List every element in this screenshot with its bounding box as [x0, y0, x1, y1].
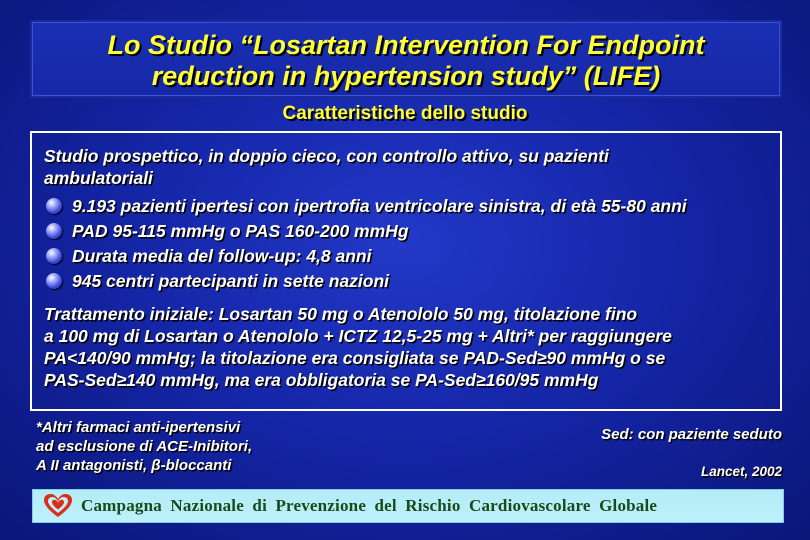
- treatment-line: a 100 mg di Losartan o Atenololo + ICTZ 12,5-25 mg + Altri* per raggiungere: [44, 326, 672, 346]
- bullet-sphere-icon: [46, 248, 62, 264]
- bullet-item: [44, 243, 770, 268]
- bullet-text: 9.193 pazienti ipertesi con ipertrofia ventricolare sinistra, di età 55-80 anni: [72, 195, 687, 216]
- study-intro-line-2: ambulatoriali: [44, 168, 153, 188]
- bullet-sphere-icon: [46, 198, 62, 214]
- footnote-line-2: ad esclusione di ACE-Inibitori,: [36, 438, 253, 455]
- treatment-line: Trattamento iniziale: Losartan 50 mg o Atenololo 50 mg, titolazione fino: [44, 304, 638, 324]
- bullet-text: Durata media del follow-up: 4,8 anni: [72, 245, 372, 266]
- campaign-text: Campagna Nazionale di Prevenzione del Rischio Cardiovascolare Globale: [81, 496, 658, 515]
- bullet-text: 945 centri partecipanti in sette nazioni: [72, 270, 390, 291]
- bullet-item: [44, 193, 770, 218]
- title-box: [30, 20, 782, 98]
- study-characteristics-box: [30, 131, 782, 411]
- treatment-paragraph: [44, 303, 770, 391]
- footnote-other-drugs: [36, 418, 396, 475]
- bullet-item: [44, 268, 770, 293]
- sed-note: Sed: con paziente seduto: [601, 426, 782, 443]
- treatment-line: PAS-Sed≥140 mmHg, ma era obbligatoria se PA-Sed≥160/95 mmHg: [44, 370, 599, 390]
- bullet-text: PAD 95-115 mmHg o PAS 160-200 mmHg: [72, 220, 409, 241]
- page-title-line-1: Lo Studio “Losartan Intervention For Endpoint: [107, 30, 705, 60]
- bullet-sphere-icon: [46, 223, 62, 239]
- section-subtitle: Caratteristiche dello studio: [282, 103, 528, 124]
- treatment-line: PA<140/90 mmHg; la titolazione era consigliata se PAD-Sed≥90 mmHg o se: [44, 348, 666, 368]
- study-intro: [44, 145, 770, 189]
- citation: Lancet, 2002: [700, 464, 782, 479]
- heart-logo-icon: [43, 493, 73, 519]
- bullet-item: [44, 218, 770, 243]
- footnote-line-3: A II antagonisti, β-bloccanti: [36, 457, 232, 474]
- campaign-bar: [32, 489, 784, 523]
- page-title-line-2: reduction in hypertension study” (LIFE): [151, 61, 661, 91]
- bullet-sphere-icon: [46, 273, 62, 289]
- footnote-line-1: *Altri farmaci anti-ipertensivi: [36, 419, 241, 436]
- study-intro-line-1: Studio prospettico, in doppio cieco, con controllo attivo, su pazienti: [44, 146, 609, 166]
- study-bullet-list: [44, 193, 770, 293]
